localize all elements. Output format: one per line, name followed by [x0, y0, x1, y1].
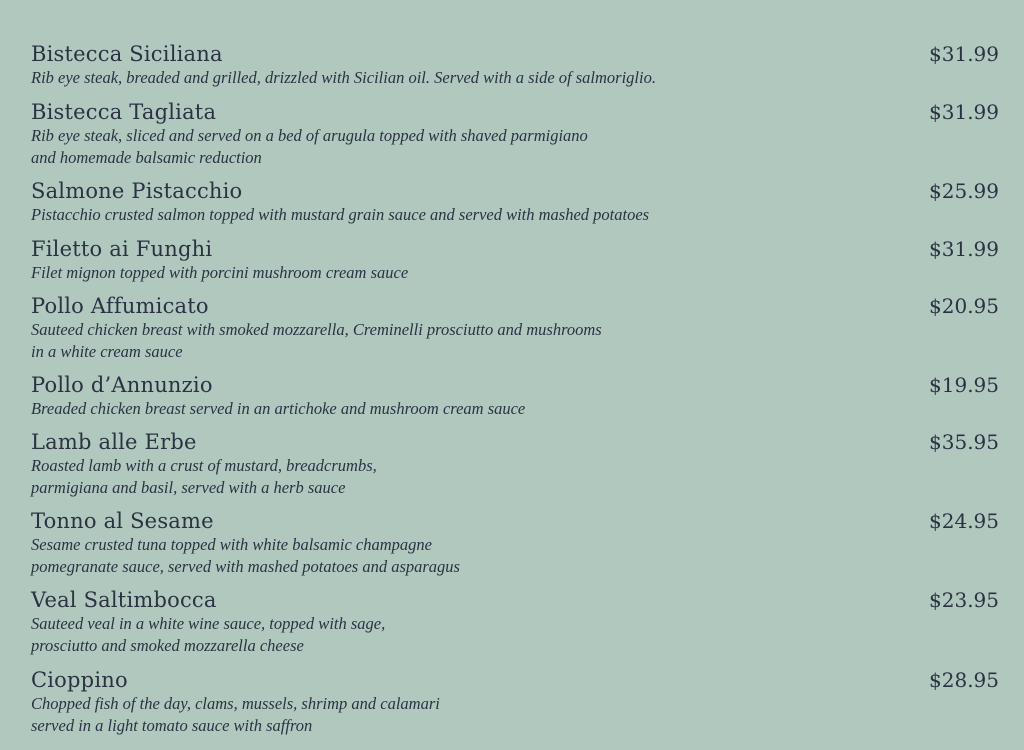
item-description: [31, 534, 831, 578]
item-name: Filetto ai Funghi: [31, 237, 213, 261]
item-name: Cioppino: [31, 668, 128, 692]
item-name: Veal Saltimbocca: [31, 588, 217, 612]
description-line: Chopped fish of the day, clams, mussels, shrimp and calamari: [31, 694, 440, 713]
item-name: Tonno al Sesame: [31, 509, 214, 533]
item-price: $31.99: [929, 100, 999, 124]
description-line: Sesame crusted tuna topped with white balsamic champagne: [31, 535, 432, 554]
menu-item: [31, 41, 999, 89]
description-line: Rib eye steak, breaded and grilled, drizzled with Sicilian oil. Served with a side of salmoriglio.: [31, 68, 656, 87]
item-price: $35.95: [929, 430, 999, 454]
item-price: $31.99: [929, 42, 999, 66]
menu-item: [31, 236, 999, 284]
menu-item: [31, 293, 999, 363]
item-name: Salmone Pistacchio: [31, 179, 243, 203]
item-description: [31, 125, 831, 169]
item-name: Lamb alle Erbe: [31, 430, 197, 454]
menu-item: [31, 178, 999, 226]
description-line: served in a light tomato sauce with saffron: [31, 716, 313, 735]
description-line: in a white cream sauce: [31, 342, 183, 361]
item-description: [31, 693, 831, 737]
menu-item: [31, 508, 999, 578]
item-price: $23.95: [929, 588, 999, 612]
description-line: Sauteed veal in a white wine sauce, topped with sage,: [31, 614, 386, 633]
description-line: and homemade balsamic reduction: [31, 148, 262, 167]
description-line: Roasted lamb with a crust of mustard, breadcrumbs,: [31, 456, 377, 475]
menu-item: [31, 667, 999, 737]
item-price: $19.95: [929, 373, 999, 397]
description-line: Filet mignon topped with porcini mushroom cream sauce: [31, 263, 409, 282]
item-description: [31, 455, 831, 499]
item-description: [31, 613, 831, 657]
menu-item: [31, 99, 999, 169]
menu-item: [31, 587, 999, 657]
item-description: [31, 319, 831, 363]
description-line: parmigiana and basil, served with a herb sauce: [31, 478, 346, 497]
description-line: Rib eye steak, sliced and served on a bed of arugula topped with shaved parmigiano: [31, 126, 588, 145]
item-description: [31, 204, 831, 226]
item-name: Bistecca Siciliana: [31, 42, 223, 66]
menu-item: [31, 429, 999, 499]
item-name: Bistecca Tagliata: [31, 100, 217, 124]
item-price: $24.95: [929, 509, 999, 533]
description-line: Pistacchio crusted salmon topped with mustard grain sauce and served with mashed potatoes: [31, 205, 650, 224]
description-line: Breaded chicken breast served in an artichoke and mushroom cream sauce: [31, 399, 526, 418]
item-description: [31, 398, 831, 420]
item-price: $28.95: [929, 668, 999, 692]
item-description: [31, 67, 831, 89]
item-price: $25.99: [929, 179, 999, 203]
description-line: pomegranate sauce, served with mashed potatoes and asparagus: [31, 557, 460, 576]
item-name: Pollo Affumicato: [31, 294, 209, 318]
item-price: $31.99: [929, 237, 999, 261]
item-description: [31, 262, 831, 284]
item-name: Pollo d’Annunzio: [31, 373, 213, 397]
menu-item: [31, 372, 999, 420]
item-price: $20.95: [929, 294, 999, 318]
description-line: Sauteed chicken breast with smoked mozzarella, Creminelli prosciutto and mushrooms: [31, 320, 602, 339]
description-line: prosciutto and smoked mozzarella cheese: [31, 636, 304, 655]
